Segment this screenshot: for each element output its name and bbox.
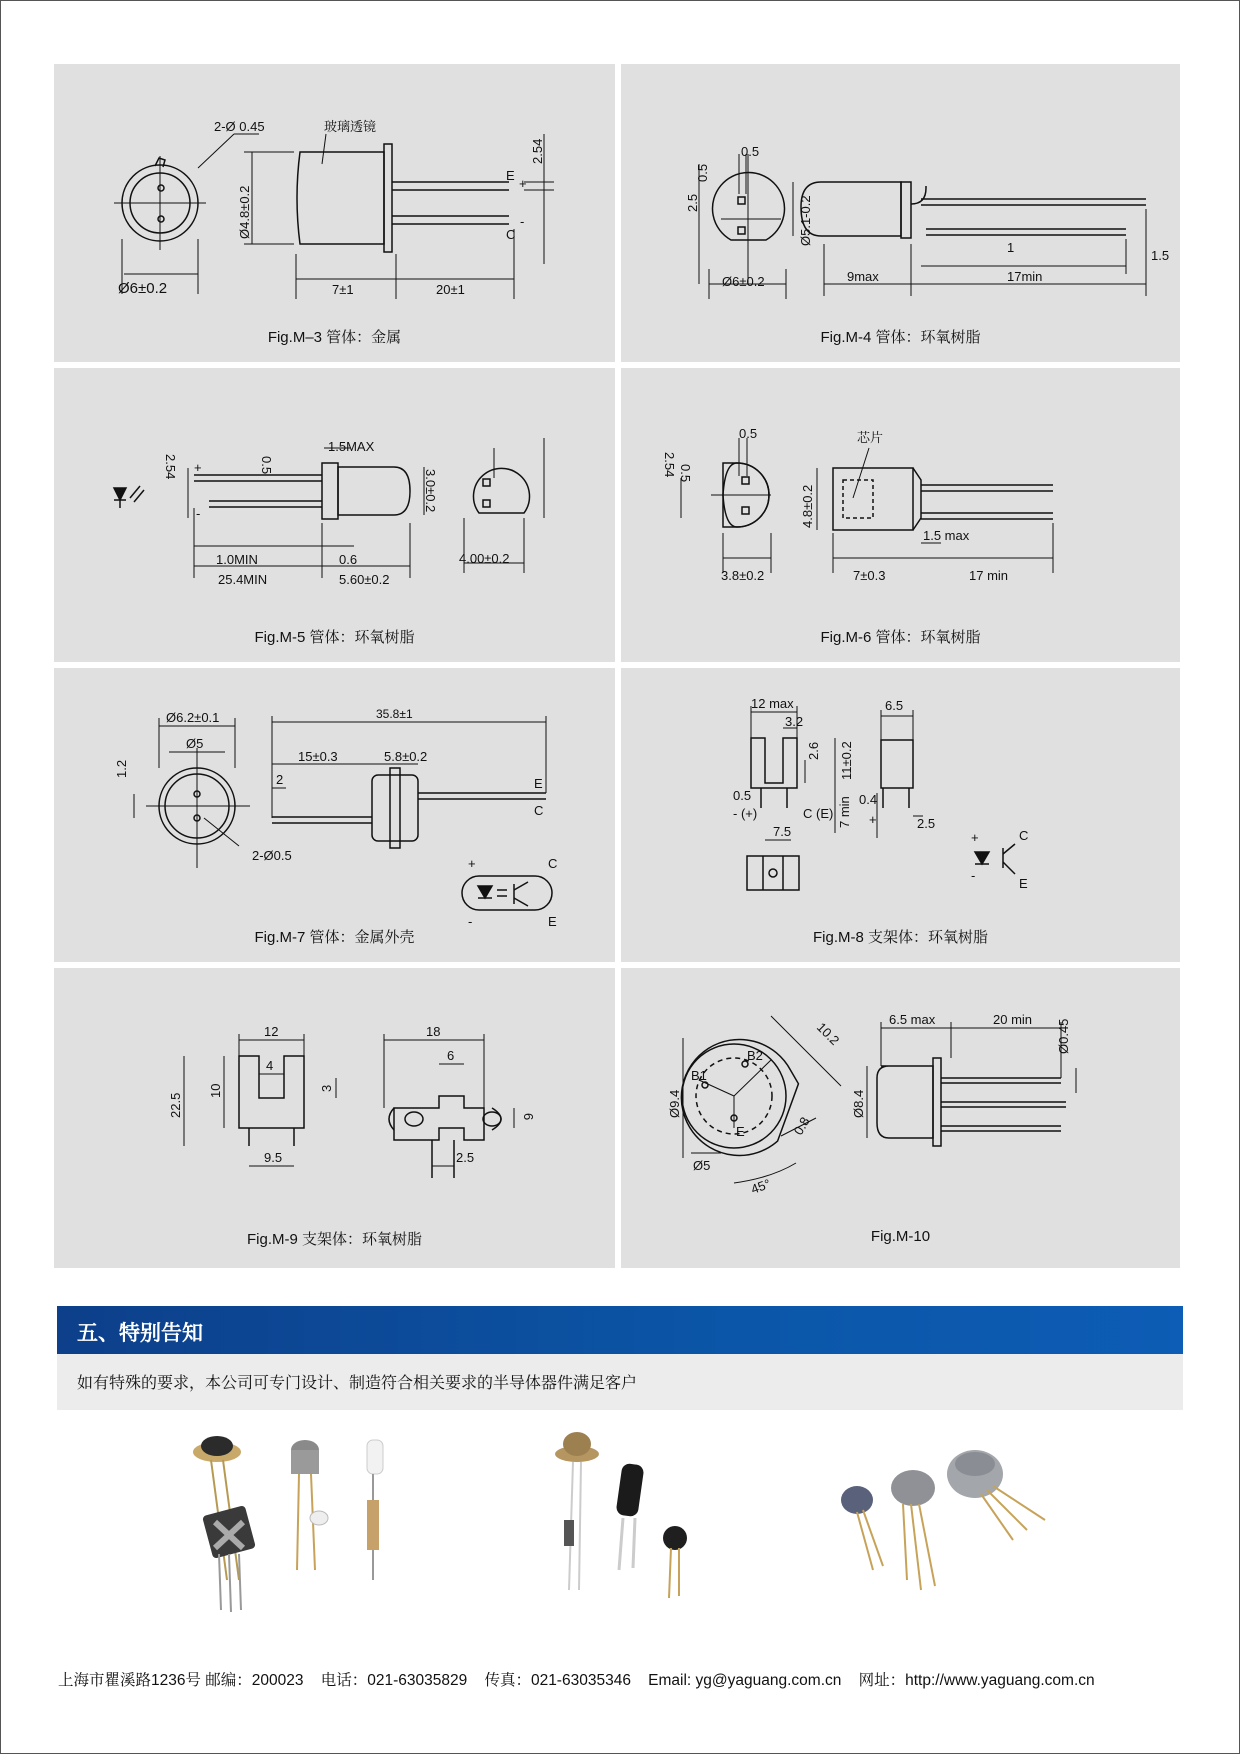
- fig-m7-dim: 2: [276, 772, 284, 787]
- figure-caption: Fig.M-8 支架体：环氧树脂: [812, 929, 988, 946]
- fig-m8-dim: 3.2: [785, 714, 804, 729]
- figure-m6: [621, 368, 1180, 662]
- fig-m8-dim: 12 max: [751, 696, 794, 711]
- figure-m9-labels: [54, 968, 615, 1268]
- fig-m5-dim: +: [194, 460, 202, 475]
- fig-m7-dim: C: [534, 803, 544, 818]
- fig-m10-dim: 6.5 max: [889, 1012, 936, 1027]
- fig-m10-dim: E: [736, 1124, 745, 1139]
- fig-m9-dim: 12: [264, 1024, 279, 1039]
- fig-m7-dim: E: [548, 914, 557, 929]
- fig-m10-dim: 10.2: [813, 1019, 843, 1049]
- fig-m8-dim: - (+): [733, 806, 758, 821]
- figure-caption: Fig.M–3 管体：金属: [267, 329, 402, 346]
- fig-m3-dim: Ø6±0.2: [118, 280, 168, 297]
- fig-m7-dim: 2-Ø0.5: [252, 848, 292, 863]
- fig-m10-dim: B2: [747, 1048, 763, 1063]
- fig-m5-dim: 1.5MAX: [328, 439, 375, 454]
- fig-m9-dim: 10: [208, 1083, 223, 1098]
- fig-m8-dim: E: [1019, 876, 1028, 891]
- fig-m5-dim: -: [196, 506, 201, 521]
- fig-m4-dim: Ø6±0.2: [722, 274, 765, 289]
- fig-m8-dim: 0.5: [733, 788, 752, 803]
- fig-m6-dim: 1.5 max: [923, 528, 970, 543]
- fig-m6-dim: 17 min: [969, 568, 1009, 583]
- fig-m10-dim: B1: [691, 1068, 707, 1083]
- fig-m10-dim: 20 min: [993, 1012, 1033, 1027]
- fig-m4-dim: Ø5.1-0.2: [798, 195, 813, 246]
- figure-m10-labels: [621, 968, 1180, 1268]
- figure-caption: Fig.M-7 管体：金属外壳: [254, 929, 415, 946]
- fig-m3-dim: C: [506, 227, 516, 242]
- product-photo-group-2: [537, 1430, 737, 1620]
- fig-m5-dim: 5.60±0.2: [339, 572, 390, 587]
- figure-m8: [621, 668, 1180, 962]
- fig-m4-dim: 1.5: [1151, 248, 1170, 263]
- fig-m3-dim: +: [519, 176, 527, 191]
- figure-m8-labels: [621, 668, 1180, 962]
- fig-m9-dim: 9.5: [264, 1150, 283, 1165]
- fig-m9-dim: 18: [426, 1024, 441, 1039]
- fig-m3-dim: 20±1: [436, 282, 465, 297]
- fig-m7-dim: E: [534, 776, 543, 791]
- figure-m4: [621, 64, 1180, 362]
- figure-m6-labels: [621, 368, 1180, 662]
- fig-m8-dim: 7.5: [773, 824, 792, 839]
- figure-m7: [54, 668, 615, 962]
- fig-m8-dim: C: [1019, 828, 1029, 843]
- figure-m3: [54, 64, 615, 362]
- fig-m10-dim: Ø9.4: [667, 1089, 682, 1118]
- fig-m3-dim: 7±1: [332, 282, 354, 297]
- fig-m6-dim: 3.8±0.2: [721, 568, 765, 583]
- fig-m8-dim: -: [971, 868, 976, 883]
- fig-m6-dim: 7±0.3: [853, 568, 886, 583]
- fig-m5-dim: 25.4MIN: [218, 572, 268, 587]
- product-photos: [57, 1430, 1183, 1630]
- fig-m10-dim: 45°: [748, 1175, 773, 1197]
- section-title: 五、特别告知: [77, 1321, 203, 1345]
- fig-m8-dim: 0.4: [859, 792, 878, 807]
- fig-m10-dim: Ø5: [693, 1158, 711, 1173]
- notice-box: [57, 1354, 1183, 1410]
- fig-m10-dim: Ø8.4: [851, 1089, 866, 1118]
- fig-m9-dim: 3: [319, 1084, 334, 1092]
- fig-m7-dim: +: [468, 856, 476, 871]
- fig-m8-dim: C (E): [803, 806, 834, 821]
- fig-m4-dim: 2.5: [685, 193, 700, 212]
- fig-m5-dim: 0.5: [259, 456, 274, 475]
- fig-m6-dim: 2.54: [662, 452, 677, 478]
- fig-m3-dim: Ø4.8±0.2: [237, 185, 252, 239]
- fig-m9-dim: 6: [521, 1113, 536, 1121]
- fig-m6-dim: 0.5: [678, 464, 693, 483]
- figure-m7-labels: [54, 668, 615, 962]
- fig-m7-dim: 35.8±1: [376, 707, 413, 721]
- fig-m9-dim: 2.5: [456, 1150, 475, 1165]
- product-photo-group-1: [167, 1430, 467, 1620]
- fig-m5-dim: 4.00±0.2: [459, 551, 510, 566]
- footer-contact: 上海市瞿溪路1236号 邮编：200023 电话：021-63035829 传真：021-63035346 Email: yg@yaguang.com.cn 网址：http://www.yaguang.com.cn: [58, 1672, 1095, 1689]
- fig-m3-dim: 玻璃透镜: [324, 119, 377, 134]
- figure-caption: Fig.M-6 管体：环氧树脂: [820, 629, 981, 646]
- figure-caption: Fig.M-4 管体：环氧树脂: [820, 329, 981, 346]
- notice-text: 如有特殊的要求，本公司可专门设计、制造符合相关要求的半导体器件满足客户: [77, 1373, 638, 1392]
- fig-m4-dim: 1: [1007, 240, 1015, 255]
- figure-m5: [54, 368, 615, 662]
- figure-grid: [54, 64, 1180, 1268]
- fig-m8-dim: 11±0.2: [839, 741, 854, 780]
- fig-m7-dim: 15±0.3: [298, 749, 338, 764]
- fig-m9-dim: 4: [266, 1058, 274, 1073]
- figure-m10: [621, 968, 1180, 1268]
- fig-m7-dim: Ø5: [186, 736, 204, 751]
- fig-m6-dim: 0.5: [739, 426, 758, 441]
- fig-m8-dim: 7 min: [837, 796, 852, 828]
- fig-m3-dim: 2.54: [530, 138, 545, 164]
- fig-m5-dim: 1.0MIN: [216, 552, 258, 567]
- fig-m8-dim: +: [971, 830, 979, 845]
- fig-m5-dim: 2.54: [163, 454, 178, 480]
- fig-m8-dim: +: [869, 812, 877, 827]
- fig-m9-dim: 22.5: [168, 1092, 183, 1118]
- fig-m8-dim: 6.5: [885, 698, 904, 713]
- fig-m6-dim: 芯片: [857, 430, 884, 445]
- fig-m7-dim: Ø6.2±0.1: [166, 710, 220, 725]
- fig-m4-dim: 17min: [1007, 269, 1043, 284]
- fig-m8-dim: 2.6: [806, 741, 821, 760]
- fig-m3-dim: -: [520, 214, 525, 229]
- fig-m7-dim: 1.2: [114, 759, 129, 778]
- fig-m6-dim: 4.8±0.2: [800, 484, 815, 528]
- figure-caption: Fig.M-9 支架体：环氧树脂: [246, 1231, 422, 1248]
- fig-m4-dim: 9max: [847, 269, 879, 284]
- fig-m7-dim: 5.8±0.2: [384, 749, 428, 764]
- product-photo-group-3: [827, 1440, 1087, 1610]
- figure-m5-labels: [54, 368, 615, 662]
- fig-m3-dim: 2-Ø 0.45: [214, 119, 265, 134]
- section-header: [57, 1306, 1183, 1354]
- figure-m3-labels: [54, 64, 615, 362]
- fig-m7-dim: C: [548, 856, 558, 871]
- figure-caption: Fig.M-5 管体：环氧树脂: [254, 629, 415, 646]
- fig-m4-dim: 0.5: [741, 144, 760, 159]
- fig-m3-dim: E: [506, 168, 515, 183]
- fig-m10-dim: 0.8: [790, 1114, 813, 1138]
- fig-m4-dim: 0.5: [695, 163, 710, 182]
- fig-m8-dim: 2.5: [917, 816, 936, 831]
- fig-m5-dim: 0.6: [339, 552, 358, 567]
- fig-m5-dim: 3.0±0.2: [423, 469, 438, 513]
- figure-m4-labels: [621, 64, 1180, 362]
- fig-m7-dim: -: [468, 914, 473, 929]
- figure-m9: [54, 968, 615, 1268]
- fig-m9-dim: 6: [447, 1048, 455, 1063]
- fig-m10-dim: Ø0.45: [1056, 1018, 1071, 1054]
- figure-caption: Fig.M-10: [870, 1228, 931, 1245]
